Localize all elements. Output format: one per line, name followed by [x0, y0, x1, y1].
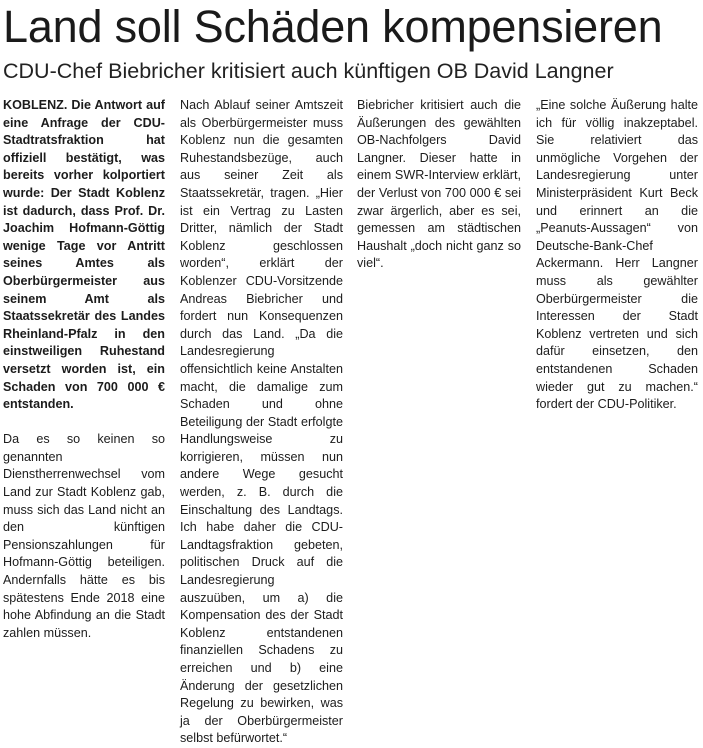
article-column-2 [180, 97, 343, 746]
subheadline: CDU-Chef Biebricher kritisiert auch künftigen OB David Langner [3, 59, 614, 83]
body-paragraph-1: Da es so keinen so genannten Dienstherrenwechsel vom Land zur Stadt Koblenz gab, muss sich das Land nicht an den künftigen Pensionszahlungen für Hofmann-Göttig beteiligen. Andernfalls hätte es bis spätestens Ende 2018 eine hohe Abfindung an die Stadt zahlen müssen. [3, 432, 165, 640]
article-column-3 [357, 97, 521, 475]
body-paragraph-3: Biebricher kritisiert auch die Äußerungen des gewählten OB-Nachfolgers David Langner. Dieser hatte in einem SWR-Interview erklärt, der Verlust von 700 000 € sei zwar ärgerlich, aber es sei, gemessen am städtischen Haushalt „doch nicht ganz so viel“. [357, 98, 521, 271]
headline: Land soll Schäden kompensieren [3, 1, 663, 52]
article-column-4 [536, 97, 698, 475]
article-column-1 [3, 97, 165, 640]
lead-paragraph: KOBLENZ. Die Antwort auf eine Anfrage der CDU-Stadtratsfraktion hat offiziell bestätigt, was bereits vorher kolportiert wurde: Der Stadt Koblenz ist dadurch, dass Prof. Dr. Joachim Hofmann-Göttig wenige Tage vor Antritt seines Amtes als Oberbürgermeister aus seinem Amt als Staatssekretär des Landes Rheinland-Pfalz in den einstweiligen Ruhestand versetzt worden ist, ein Schaden von 700 000 € entstanden. [3, 98, 165, 412]
body-paragraph-2: Nach Ablauf seiner Amtszeit als Oberbürgermeister muss Koblenz nun die gesamten Ruhestandsbezüge, auch aus seiner Zeit als Staatssekretär, tragen. „Hier ist ein Vertrag zu Lasten Dritter, nämlich der Stadt Koblenz geschlossen worden“, erklärt der Koblenzer CDU-Vorsitzende Andreas Biebricher und fordert nun Konsequenzen durch das Land. „Da die Landesregierung offensichtlich keine Anstalten macht, die damalige zum Schaden und ohne Beteiligung der Stadt erfolgte Handlungsweise zu korrigieren, müssen nun andere Wege gesucht werden, z. B. durch die Einschaltung des Landtags. Ich habe daher die CDU-Landtagsfraktion gebeten, politischen Druck auf die Landesregierung auszuüben, um a) die Kompensation des der Stadt Koblenz entstandenen finanziellen Schadens zu erreichen und b) eine Änderung der gesetzlichen Regelung zu bewirken, was ja der Oberbürgermeister selbst befürwortet.“ [180, 98, 343, 746]
body-paragraph-4: „Eine solche Äußerung halte ich für völlig inakzeptabel. Sie relativiert das unmögliche Vorgehen der Landesregierung unter Ministerpräsident Kurt Beck und erinnert an die „Peanuts-Aussagen“ von Deutsche-Bank-Chef Ackermann. Herr Langner muss als gewählter Oberbürgermeister die Interessen der Stadt Koblenz vertreten und sich dafür einsetzen, den entstandenen Schaden wieder gut zu machen.“ fordert der CDU-Politiker. [536, 98, 698, 412]
